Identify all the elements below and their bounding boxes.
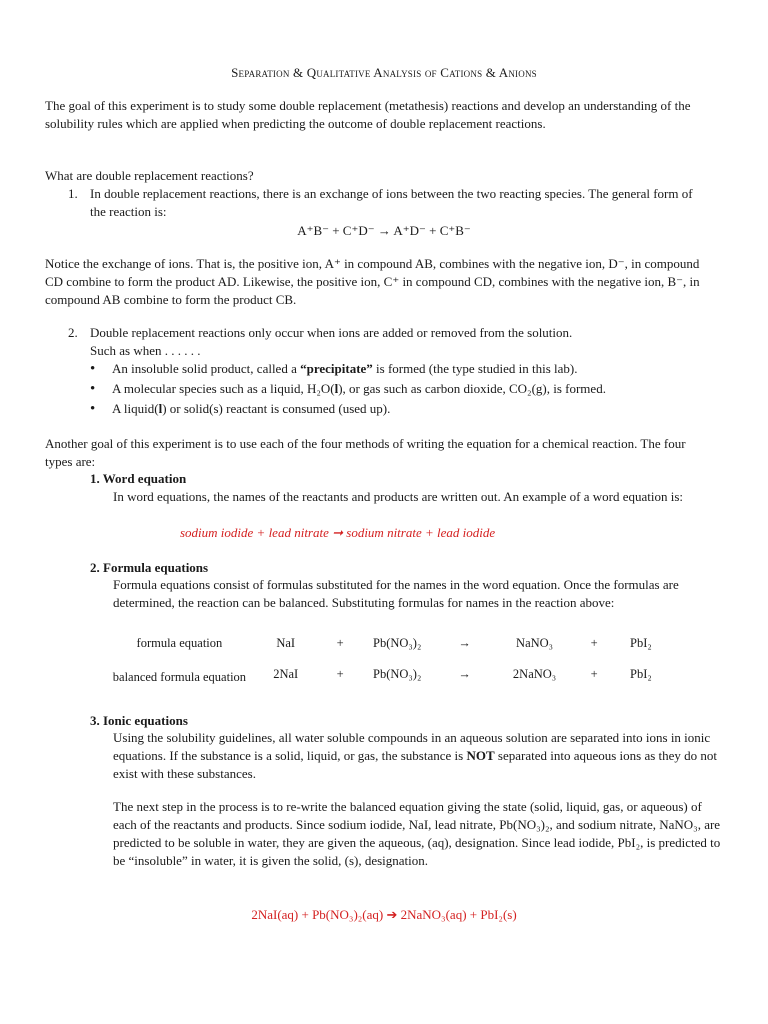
question-line: What are double replacement reactions? bbox=[45, 168, 254, 183]
intro-paragraph: The goal of this experiment is to study some double replacement (metathesis) reactions and develop an understanding of the solubility rules which are applied when predicting the outcome of double replacement reactions. bbox=[45, 98, 691, 131]
formula-equations-text: Formula equations consist of formulas substituted for the names in the word equation. Once the formulas are determined, the reaction can be balanced. Substituting formulas for names in the reaction above: bbox=[113, 577, 679, 610]
another-goal-paragraph: Another goal of this experiment is to use each of the four methods of writing the equation for a chemical reaction. The four types are: bbox=[45, 436, 686, 469]
arrow-icon: → bbox=[377, 223, 391, 238]
formula-equations-heading: 2. Formula equations bbox=[90, 560, 209, 575]
general-equation-left: A⁺B⁻ + C⁺D⁻ bbox=[297, 223, 375, 238]
word-equation-example: sodium iodide + lead nitrate ➞ sodium nitrate + lead iodide bbox=[180, 525, 496, 540]
ionic-equations-heading: 3. Ionic equations bbox=[90, 713, 188, 728]
list-item: • An insoluble solid product, called a “precipitate” is formed (the type studied in this lab). bbox=[90, 360, 710, 380]
word-equation-heading: 1. Word equation bbox=[90, 471, 187, 486]
formula-equation-table bbox=[112, 632, 672, 694]
word-equation-text: In word equations, the names of the reactants and products are written out. An example of a word equation is: bbox=[113, 489, 684, 504]
condition-list bbox=[90, 360, 710, 420]
item-1-text: In double replacement reactions, there is an exchange of ions between the two reacting species. The general form of the reaction is: bbox=[90, 186, 693, 219]
ionic-equations-text: Using the solubility guidelines, all water soluble compounds in an aqueous solution are separated into ions in ionic equations. If the substance is a solid, liquid, or gas, the substance is NOT separated into aqueous ions as they do not exist with these substances. bbox=[113, 730, 718, 781]
general-equation bbox=[0, 222, 768, 240]
item-2 bbox=[68, 324, 708, 360]
list-item: • A liquid(l) or solid(s) reactant is consumed (used up). bbox=[90, 400, 710, 420]
item-2-line1: Double replacement reactions only occur when ions are added or removed from the solution. bbox=[90, 325, 573, 340]
table-row: balanced formula equation 2NaI + Pb(NO₃)₂ → 2NaNO₃ + PbI₂ bbox=[112, 667, 652, 684]
page-title: Separation & Qualitative Analysis of Cations & Anions bbox=[231, 65, 537, 80]
item-2-line2: Such as when . . . . . . bbox=[90, 343, 201, 358]
item-2-number: 2. bbox=[68, 325, 78, 340]
ionic-equation-example: 2NaI(aq) + Pb(NO₃)₂(aq) ➔ 2NaNO₃(aq) + PbI₂(s) bbox=[251, 907, 517, 922]
general-equation-right: A⁺D⁻ + C⁺B⁻ bbox=[393, 223, 471, 238]
notice-paragraph: Notice the exchange of ions. That is, the positive ion, A⁺ in compound AB, combines with the negative ion, D⁻, in compound CD combine to form the product AD. Likewise, the positive ion, C⁺ in compound CD, combines with the negative ion, B⁻, in compound AB combine to form the product CB. bbox=[45, 256, 700, 307]
next-step-paragraph: The next step in the process is to re-write the balanced equation giving the state (solid, liquid, gas, or aqueous) of each of the reactants and products. Since sodium iodide, NaI, lead nitrate, Pb(NO₃)₂, and sodium nitrate, NaNO₃, are predicted to be soluble in water, they are given the aqueous, (aq), designation. Since lead iodide, PbI₂, is predicted to be “insoluble” in water, it is given the solid, (s), designation. bbox=[113, 799, 721, 868]
item-1 bbox=[68, 185, 708, 221]
table-row: formula equation NaI + Pb(NO₃)₂ → NaNO₃ + PbI₂ bbox=[136, 636, 652, 650]
list-item: • A molecular species such as a liquid, H₂O(l), or gas such as carbon dioxide, CO₂(g), is formed. bbox=[90, 380, 710, 400]
item-1-number: 1. bbox=[68, 186, 78, 201]
